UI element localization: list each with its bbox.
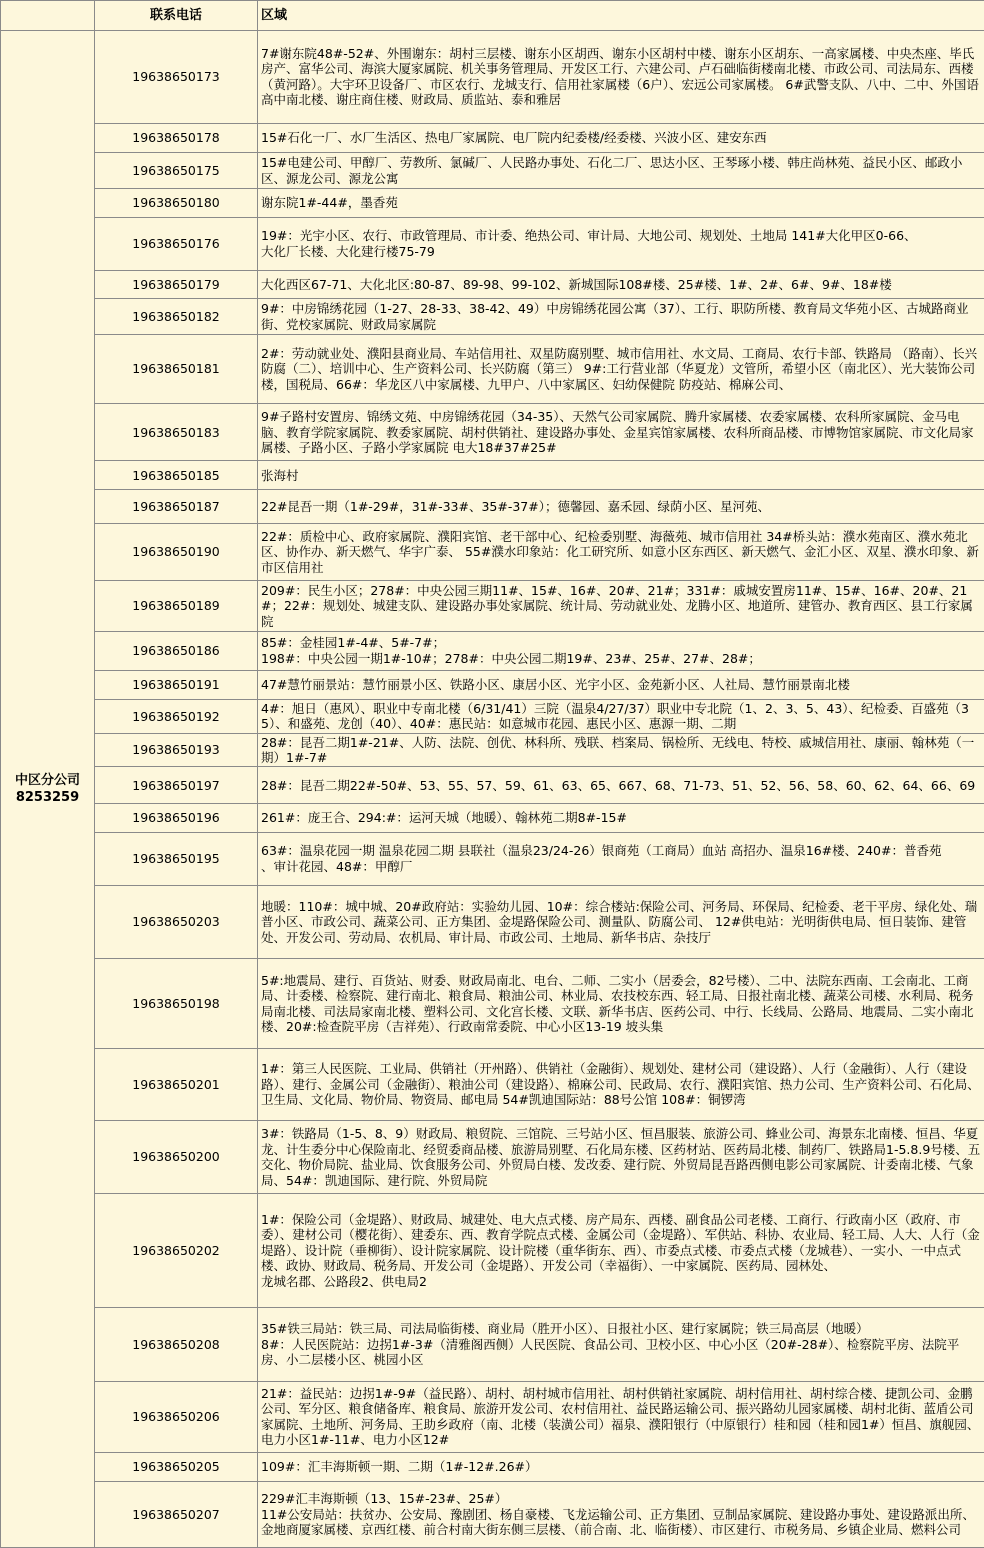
area-cell: 地暖：110#：城中城、20#政府站：实验幼儿园、10#：综合楼站:保险公司、河务局、环保局、纪检委、老干平房、绿化处、瑞普小区、市政公司、蔬菜公司、正方集团、金堤路保险公司、测量队、防腐公司、 12#供电站：光明街供电局、恒日装饰、建管处、开发公司、劳动局、农机局、审计局、市政公司、土地局、新华书店、杂技厅 — [258, 885, 984, 958]
phone-cell: 19638650191 — [95, 670, 258, 700]
phone-cell: 19638650185 — [95, 461, 258, 490]
area-cell: 谢东院1#-44#，墨香苑 — [258, 189, 984, 218]
phone-cell: 19638650186 — [95, 631, 258, 670]
phone-cell: 19638650200 — [95, 1121, 258, 1193]
area-cell: 47#慧竹丽景站：慧竹丽景小区、铁路小区、康居小区、光宇小区、金苑新小区、人社局、慧竹丽景南北楼 — [258, 670, 984, 700]
company-name: 中区分公司 — [14, 773, 80, 788]
table-row — [1, 580, 984, 631]
table-row — [1, 733, 984, 767]
company-cell — [1, 31, 95, 1548]
phone-cell: 19638650190 — [95, 523, 258, 580]
area-cell: 9#子路村安置房、锦绣文苑、中房锦绣花园（34-35）、天然气公司家属院、腾升家属楼、农委家属楼、农科所家属院、金马电脑、教育学院家属院、教委家属院、胡村供销社、建设路办事处、金星宾馆家属楼、农科所商品楼、市博物馆家属院、市文化局家属楼、子路小区、子路小学家属院 电大18#37#25# — [258, 404, 984, 461]
table-row — [1, 1193, 984, 1307]
phone-cell: 19638650181 — [95, 334, 258, 403]
area-cell: 大化西区67-71、大化北区:80-87、89-98、99-102、新城国际108#楼、25#楼、1#、2#、6#、9#、18#楼 — [258, 270, 984, 299]
table-row — [1, 217, 984, 270]
phone-cell: 19638650203 — [95, 885, 258, 958]
table-row — [1, 1121, 984, 1193]
table-row — [1, 767, 984, 804]
area-cell: 28#：昆吾二期1#-21#、人防、法院、创优、林科所、残联、档案局、锅检所、无线电、特校、戚城信用社、康丽、翰林苑（一期）1#-7# — [258, 733, 984, 767]
header-company — [1, 1, 95, 31]
phone-cell: 19638650178 — [95, 123, 258, 153]
table-row — [1, 299, 984, 335]
header-phone: 联系电话 — [95, 1, 258, 31]
area-cell: 15#电建公司、甲醇厂、劳教所、氯碱厂、人民路办事处、石化二厂、思达小区、王琴琢小楼、韩庄尚林苑、益民小区、邮政小区、源龙公司、源龙公寓 — [258, 153, 984, 189]
table-row — [1, 490, 984, 524]
company-number: 8253259 — [15, 790, 80, 805]
area-cell: 2#：劳动就业处、濮阳县商业局、车站信用社、双星防腐别墅、城市信用社、水文局、工商局、农行卡部、铁路局 （路南）、长兴防腐（二）、培训中心、生产资料公司、长兴防腐（第三） 9#:工行营业部（华夏龙）文管所，希望小区（南北区）、光大装饰公司楼，国税局、66#：华龙区八中家属楼、九甲户、八中家属区、妇幼保健院 防疫站、棉麻公司、 — [258, 334, 984, 403]
area-cell: 1#：保险公司（金堤路）、财政局、城建处、电大点式楼、房产局东、西楼、副食品公司老楼、工商行、行政南小区（政府、市委）、建材公司（樱花街）、建委东、西、教育学院点式楼、金属公司（金堤路）、军供站、科协、农业局、轻工局、人大、人行（金堤路）、设计院（垂柳街）、设计院家属院、设计院楼（重华街东、西）、市委点式楼、市委点式楼（龙城巷）、一实小、一中点式楼、政协、财政局、税务局、开发公司（金堤路）、开发公司（幸福街）、一中家属院、医药局、园林处、 龙城名郡、公路段2、供电局2 — [258, 1193, 984, 1307]
phone-cell: 19638650176 — [95, 217, 258, 270]
phone-cell: 19638650207 — [95, 1481, 258, 1548]
table-row — [1, 631, 984, 670]
phone-cell: 19638650201 — [95, 1049, 258, 1121]
area-cell: 229#汇丰海斯顿（13、15#-23#、25#） 11#公安局站：扶贫办、公安局、豫剧团、杨自豪楼、飞龙运输公司、正方集团、豆制品家属院、建设路办事处、建设路派出所、金地商厦家属楼、京西红楼、前合村南大街东侧三层楼、（前合南、北、临街楼）、市区建行、市税务局、乡镇企业局、燃料公司 — [258, 1481, 984, 1548]
area-cell: 109#：汇丰海斯顿一期、二期（1#-12#.26#） — [258, 1452, 984, 1481]
phone-cell: 19638650179 — [95, 270, 258, 299]
table-row — [1, 1452, 984, 1481]
phone-cell: 19638650187 — [95, 490, 258, 524]
phone-cell: 19638650175 — [95, 153, 258, 189]
table-row — [1, 700, 984, 734]
phone-cell: 19638650183 — [95, 404, 258, 461]
area-cell: 4#：旭日（惠风）、职业中专南北楼（6/31/41）三院（温泉4/27/37）职业中专北院（1、2、3、5、43）、纪检委、百盛苑（35）、和盛苑、龙创（40）、40#：惠民站：如意城市花园、惠民小区、惠源一期、二期 — [258, 700, 984, 734]
phone-cell: 19638650189 — [95, 580, 258, 631]
phone-cell: 19638650202 — [95, 1193, 258, 1307]
table-row — [1, 1381, 984, 1452]
table-row — [1, 1481, 984, 1548]
table-row — [1, 523, 984, 580]
area-cell: 7#谢东院48#-52#、外围谢东：胡村三层楼、谢东小区胡西、谢东小区胡村中楼、谢东小区胡东、一高家属楼、中央杰座、毕氏房产、富华公司、海滨大厦家属院、机关事务管理局、开发区工行、六建公司、卢石础临街楼南北楼、市政公司、司法局东、西楼（黄河路）。大宇环卫设备厂、市区农行、龙城支行、信用社家属楼（6户）、宏远公司家属楼。 6#武警支队、八中、二中、外国语高中南北楼、谢庄商住楼、财政局、质监站、泰和雅居 — [258, 31, 984, 124]
area-cell: 85#：金桂园1#-4#、5#-7#； 198#：中央公园一期1#-10#；278#：中央公园二期19#、23#、25#、27#、28#； — [258, 631, 984, 670]
table-row — [1, 123, 984, 153]
area-cell: 19#：光宇小区、农行、市政管理局、市计委、绝热公司、审计局、大地公司、规划处、土地局 141#大化甲区0-66、 大化厂长楼、大化建行楼75-79 — [258, 217, 984, 270]
area-cell: 209#：民生小区；278#：中央公园三期11#、15#、16#、20#、21#；331#：戚城安置房11#、15#、16#、20#、21#；22#：规划处、城建支队、建设路办事处家属院、统计局、劳动就业处、龙腾小区、地道所、建管办、教育西区、县工行家属院 — [258, 580, 984, 631]
phone-cell: 19638650173 — [95, 31, 258, 124]
area-cell: 张海村 — [258, 461, 984, 490]
phone-cell: 19638650206 — [95, 1381, 258, 1452]
table-row — [1, 334, 984, 403]
area-cell: 63#：温泉花园一期 温泉花园二期 县联社（温泉23/24-26）银商苑（工商局）血站 高招办、温泉16#楼、240#：普香苑 、审计花园、48#：甲醇厂 — [258, 832, 984, 885]
table-row — [1, 404, 984, 461]
area-cell: 15#石化一厂、水厂生活区、热电厂家属院、电厂院内纪委楼/经委楼、兴波小区、建安东西 — [258, 123, 984, 153]
table-row — [1, 804, 984, 833]
phone-cell: 19638650205 — [95, 1452, 258, 1481]
phone-cell: 19638650197 — [95, 767, 258, 804]
table-row — [1, 1308, 984, 1381]
phone-cell: 19638650192 — [95, 700, 258, 734]
table-row — [1, 885, 984, 958]
phone-cell: 19638650182 — [95, 299, 258, 335]
header-row — [1, 1, 984, 31]
phone-cell: 19638650196 — [95, 804, 258, 833]
table-row — [1, 670, 984, 700]
area-cell: 28#：昆吾二期22#-50#、53、55、57、59、61、63、65、667、68、71-73、51、52、56、58、60、62、64、66、69 — [258, 767, 984, 804]
table-row — [1, 31, 984, 124]
area-cell: 22#：质检中心、政府家属院、濮阳宾馆、老干部中心、纪检委别墅、海薇苑、城市信用社 34#桥头站：濮水苑南区、濮水苑北区、协作办、新天燃气、华宇广泰、 55#濮水印象站：化工研究所、如意小区东西区、新天燃气、金汇小区、双星、濮水印象、新市区信用社 — [258, 523, 984, 580]
area-cell: 9#：中房锦绣花园（1-27、28-33、38-42、49）中房锦绣花园公寓（37）、工行、职防所楼、教育局文华苑小区、古城路商业街、党校家属院、财政局家属院 — [258, 299, 984, 335]
table-row — [1, 270, 984, 299]
header-area: 区域 — [258, 1, 984, 31]
table-row — [1, 832, 984, 885]
phone-cell: 19638650180 — [95, 189, 258, 218]
phone-cell: 19638650208 — [95, 1308, 258, 1381]
phone-cell: 19638650193 — [95, 733, 258, 767]
table-row — [1, 461, 984, 490]
area-cell: 22#昆吾一期（1#-29#，31#-33#、35#-37#）；德馨园、嘉禾园、绿荫小区、星河苑、 — [258, 490, 984, 524]
area-cell: 5#:地震局、建行、百货站、财委、财政局南北、电台、二师、二实小（居委会，82号楼）、二中、法院东西南、工会南北、工商局、计委楼、检察院、建行南北、粮食局、粮油公司、林业局、农技校东西、轻工局、日报社南北楼、蔬菜公司楼、水利局、税务局南北楼、司法局家南北楼、塑料公司、文化宫长楼、文联、新华书店、医药公司、中行、长线局、公路局、地震局、二实小南北楼、20#:检查院平房（吉祥苑）、行政南常委院、中心小区13-19 坡头集 — [258, 959, 984, 1049]
area-cell: 35#铁三局站：铁三局、司法局临街楼、商业局（胜开小区）、日报社小区、建行家属院；铁三局高层（地暖） 8#：人民医院站：边拐1#-3#（清雅阁西侧）人民医院、食品公司、卫校小区、中心小区（20#-28#）、检察院平房、法院平房、小二层楼小区、桃园小区 — [258, 1308, 984, 1381]
area-cell: 3#：铁路局（1-5、8、9）财政局、粮贸院、三馆院、三号站小区、恒昌服装、旅游公司、蜂业公司、海景东北南楼、恒昌、华夏龙、计生委分中心保险南北、经贸委商品楼、旅游局别墅、石化局东楼、区药材站、医药局北楼、制药厂、铁路局1-5.8.9号楼、五交化、物价局院、盐业局、饮食服务公司、外贸局白楼、发改委、建行院、外贸局昆吾路西侧电影公司家属院、计委南北楼、气象局、54#：凯迪国际、建行院、外贸局院 — [258, 1121, 984, 1193]
table-row — [1, 189, 984, 218]
area-cell: 1#：第三人民医院、工业局、供销社（开州路）、供销社（金融街）、规划处、建材公司（建设路）、人行（金融街）、人行（建设路）、建行、金属公司（金融街）、粮油公司（建设路）、棉麻公司、民政局、农行、濮阳宾馆、热力公司、生产资料公司、石化局、卫生局、文化局、物价局、物资局、邮电局 54#凯迪国际站：88号公馆 108#：铜锣湾 — [258, 1049, 984, 1121]
area-cell: 21#：益民站：边拐1#-9#（益民路）、胡村、胡村城市信用社、胡村供销社家属院、胡村信用社、胡村综合楼、捷凯公司、金鹏公司、军分区、粮食储备库、粮食局、旅游开发公司、农村信用社、益民路运输公司、振兴路幼儿园家属楼、胡村北街、蓝盾公司家属院、土地所、河务局、王助乡政府（南、北楼（装潢公司）福泉、濮阳银行（中原银行）桂和园（桂和园1#）恒昌、旗舰园、电力小区1#-11#、电力小区12# — [258, 1381, 984, 1452]
table-row — [1, 959, 984, 1049]
area-cell: 261#：庞王合、294:#：运河天城（地暖）、翰林苑二期8#-15# — [258, 804, 984, 833]
phone-cell: 19638650198 — [95, 959, 258, 1049]
table-body — [1, 31, 984, 1548]
table-row — [1, 1049, 984, 1121]
table-row — [1, 153, 984, 189]
phone-cell: 19638650195 — [95, 832, 258, 885]
